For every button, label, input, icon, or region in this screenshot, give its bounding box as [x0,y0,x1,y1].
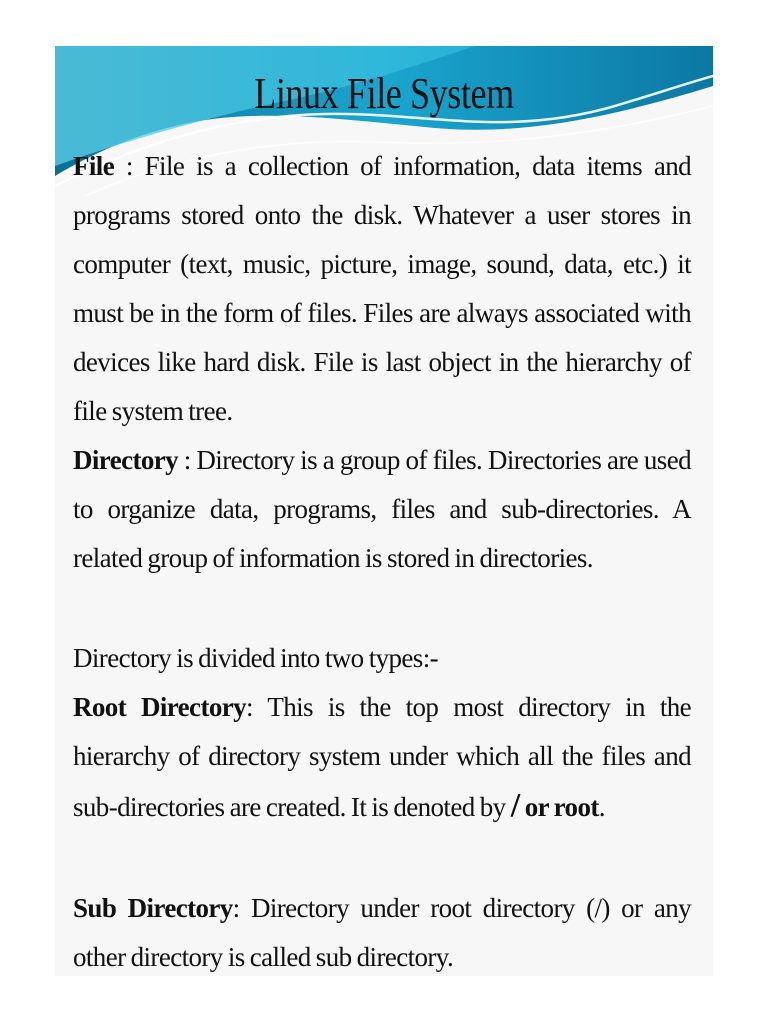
root-or-root: or root [519,792,599,822]
file-definition: : File is a collection of information, data items and programs stored onto the disk. Whatever a user stores in computer (text, music, picture, image, sound, data, etc.) it must be in the form of files. Files are always associated with devices like hard disk. File is last object in the hierarchy of file system tree. [73,151,691,426]
root-directory-term: Root Directory [73,692,247,722]
slide-title: Linux File System [254,69,514,118]
directory-paragraph [73,436,691,583]
file-term: File [73,151,115,181]
sub-directory-term: Sub Directory [73,893,233,923]
directory-types-paragraph [73,634,691,832]
root-directory-paragraph [73,683,691,832]
file-paragraph [73,142,691,436]
directory-term: Directory [73,445,179,475]
slide [55,46,713,976]
sub-directory-definition: : Directory under root directory (/) or any other directory is called sub directory. [73,893,692,972]
root-slash: / [510,787,520,824]
root-end: . [598,792,605,822]
directory-definition: : Directory is a group of files. Directories are used to organize data, programs, files and sub-directories. A related group of information is stored in directories. [73,445,691,573]
types-intro: Directory is divided into two types:- [73,643,438,673]
root-directory-definition: : This is the top most directory in the hierarchy of directory system under which all the files and sub-directories are created. It is denoted by [73,692,692,822]
sub-directory-paragraph [73,884,691,976]
